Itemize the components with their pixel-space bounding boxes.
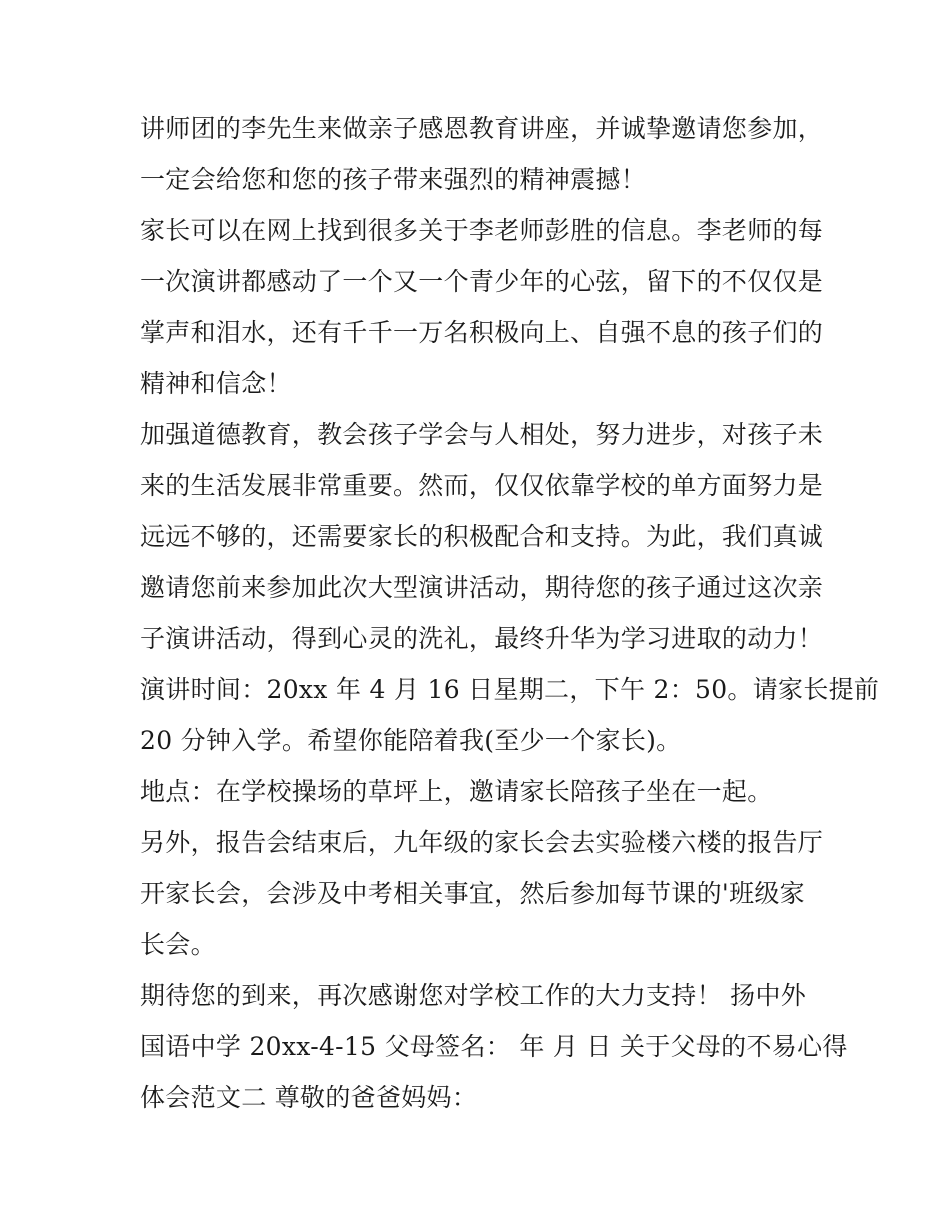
text-line: 精神和信念！ — [140, 369, 292, 398]
text-line: 远远不够的，还需要家长的积极配合和支持。为此，我们真诚 — [140, 522, 824, 551]
text-line: 长会。 — [140, 930, 216, 959]
text-line: 一定会给您和您的孩子带来强烈的精神震撼！ — [140, 165, 647, 194]
text-line: 另外，报告会结束后，九年级的家长会去实验楼六楼的报告厅 — [140, 828, 824, 857]
text-line: 讲师团的李先生来做亲子感恩教育讲座，并诚挚邀请您参加， — [140, 114, 824, 143]
text-line: 掌声和泪水，还有千千一万名积极向上、自强不息的孩子们的 — [140, 318, 824, 347]
text-line: 演讲时间：20xx 年 4 月 16 日星期二，下午 2：50。请家长提前 — [140, 675, 880, 704]
text-line: 体会范文二 尊敬的爸爸妈妈： — [140, 1083, 478, 1112]
text-line: 开家长会，会涉及中考相关事宜，然后参加每节课的'班级家 — [140, 879, 805, 908]
text-line: 子演讲活动，得到心灵的洗礼，最终升华为学习进取的动力！ — [140, 624, 824, 653]
document-body — [140, 103, 880, 1123]
text-line: 期待您的到来，再次感谢您对学校工作的大力支持！ 扬中外 — [140, 981, 807, 1010]
text-line: 国语中学 20xx-4-15 父母签名： 年 月 日 关于父母的不易心得 — [140, 1032, 848, 1061]
text-line: 来的生活发展非常重要。然而，仅仅依靠学校的单方面努力是 — [140, 471, 824, 500]
text-line: 一次演讲都感动了一个又一个青少年的心弦，留下的不仅仅是 — [140, 267, 824, 296]
text-line: 邀请您前来参加此次大型演讲活动，期待您的孩子通过这次亲 — [140, 573, 824, 602]
text-line: 加强道德教育，教会孩子学会与人相处，努力进步，对孩子未 — [140, 420, 824, 449]
text-line: 地点：在学校操场的草坪上，邀请家长陪孩子坐在一起。 — [140, 777, 773, 806]
text-line: 20 分钟入学。希望你能陪着我(至少一个家长)。 — [140, 726, 682, 755]
text-line: 家长可以在网上找到很多关于李老师彭胜的信息。李老师的每 — [140, 216, 824, 245]
